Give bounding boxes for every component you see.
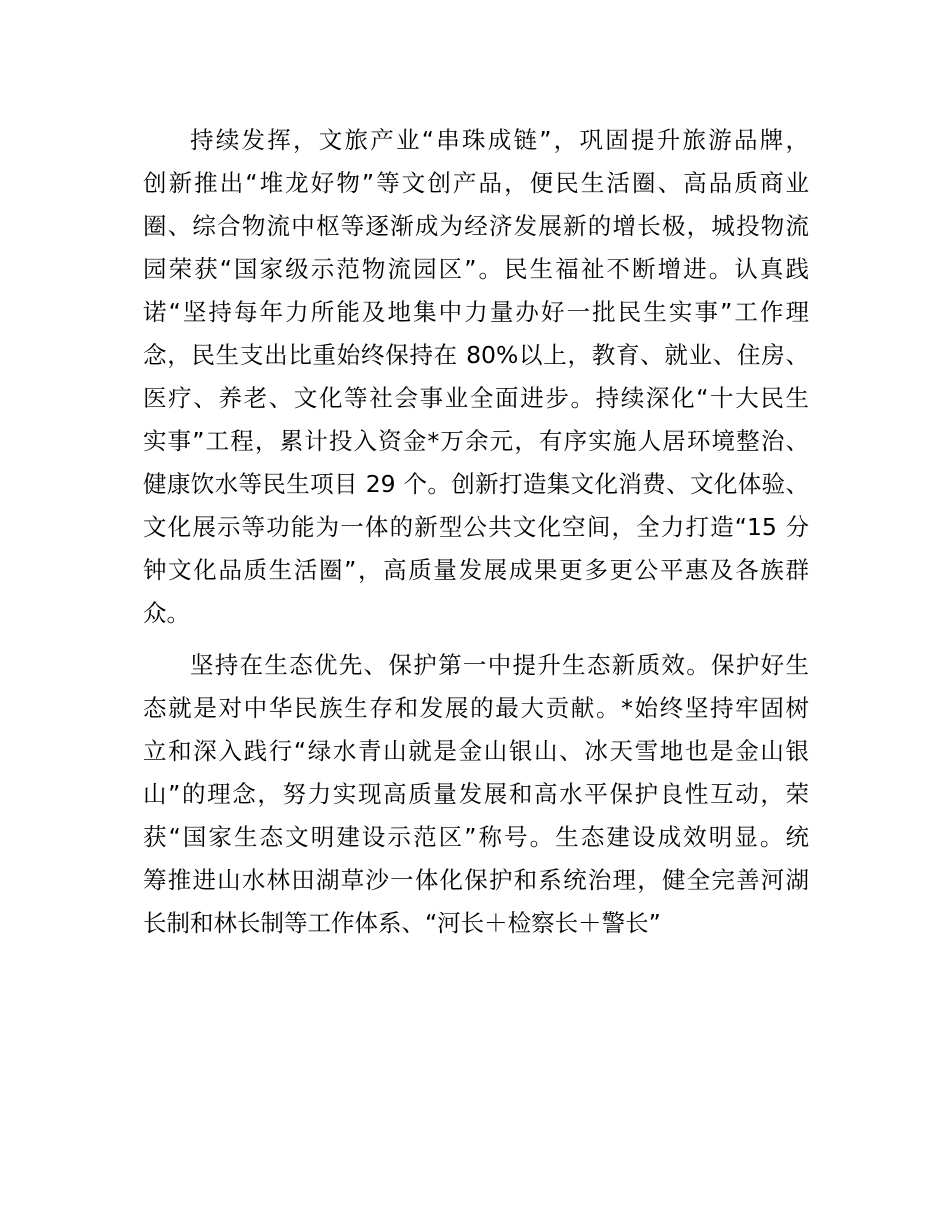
paragraph-2-line: 筹推进山水林田湖草沙一体化保护和系统治理，健全完善河湖 xyxy=(143,866,809,894)
paragraph-2-line: 态就是对中华民族生存和发展的最大贡献。*始终坚持牢固树 xyxy=(143,694,809,722)
paragraph-1-line: 念，民生支出比重始终保持在 80%以上，教育、就业、住房、 xyxy=(143,341,809,369)
paragraph-1-line: 文化展示等功能为一体的新型公共文化空间，全力打造“15 分 xyxy=(143,513,809,541)
paragraph-1-line: 诺“坚持每年力所能及地集中力量办好一批民生实事”工作理 xyxy=(143,298,809,326)
paragraph-1-line: 钟文化品质生活圈”，高质量发展成果更多更公平惠及各族群 xyxy=(143,556,809,584)
paragraph-1-line: 持续发挥，文旅产业“串珠成链”，巩固提升旅游品牌， xyxy=(190,126,809,154)
paragraph-1-line: 创新推出“堆龙好物”等文创产品，便民生活圈、高品质商业 xyxy=(143,169,809,197)
paragraph-1-line: 实事”工程，累计投入资金*万余元，有序实施人居环境整治、 xyxy=(143,427,809,455)
paragraph-2-line: 获“国家生态文明建设示范区”称号。生态建设成效明显。统 xyxy=(143,823,809,851)
paragraph-1-line: 园荣获“国家级示范物流园区”。民生福祉不断增进。认真践 xyxy=(143,255,809,283)
paragraph-2-line: 山”的理念，努力实现高质量发展和高水平保护良性互动，荣 xyxy=(143,780,809,808)
paragraph-2-line: 立和深入践行“绿水青山就是金山银山、冰天雪地也是金山银 xyxy=(143,737,809,765)
paragraph-1-line: 众。 xyxy=(143,599,190,627)
paragraph-2-line: 长制和林长制等工作体系、“河长＋检察长＋警长” xyxy=(143,909,661,937)
paragraph-1-line: 医疗、养老、文化等社会事业全面进步。持续深化“十大民生 xyxy=(143,384,809,412)
paragraph-2-line: 坚持在生态优先、保护第一中提升生态新质效。保护好生 xyxy=(190,651,809,679)
paragraph-1-line: 圈、综合物流中枢等逐渐成为经济发展新的增长极，城投物流 xyxy=(143,212,809,240)
paragraph-1-line: 健康饮水等民生项目 29 个。创新打造集文化消费、文化体验、 xyxy=(143,470,809,498)
